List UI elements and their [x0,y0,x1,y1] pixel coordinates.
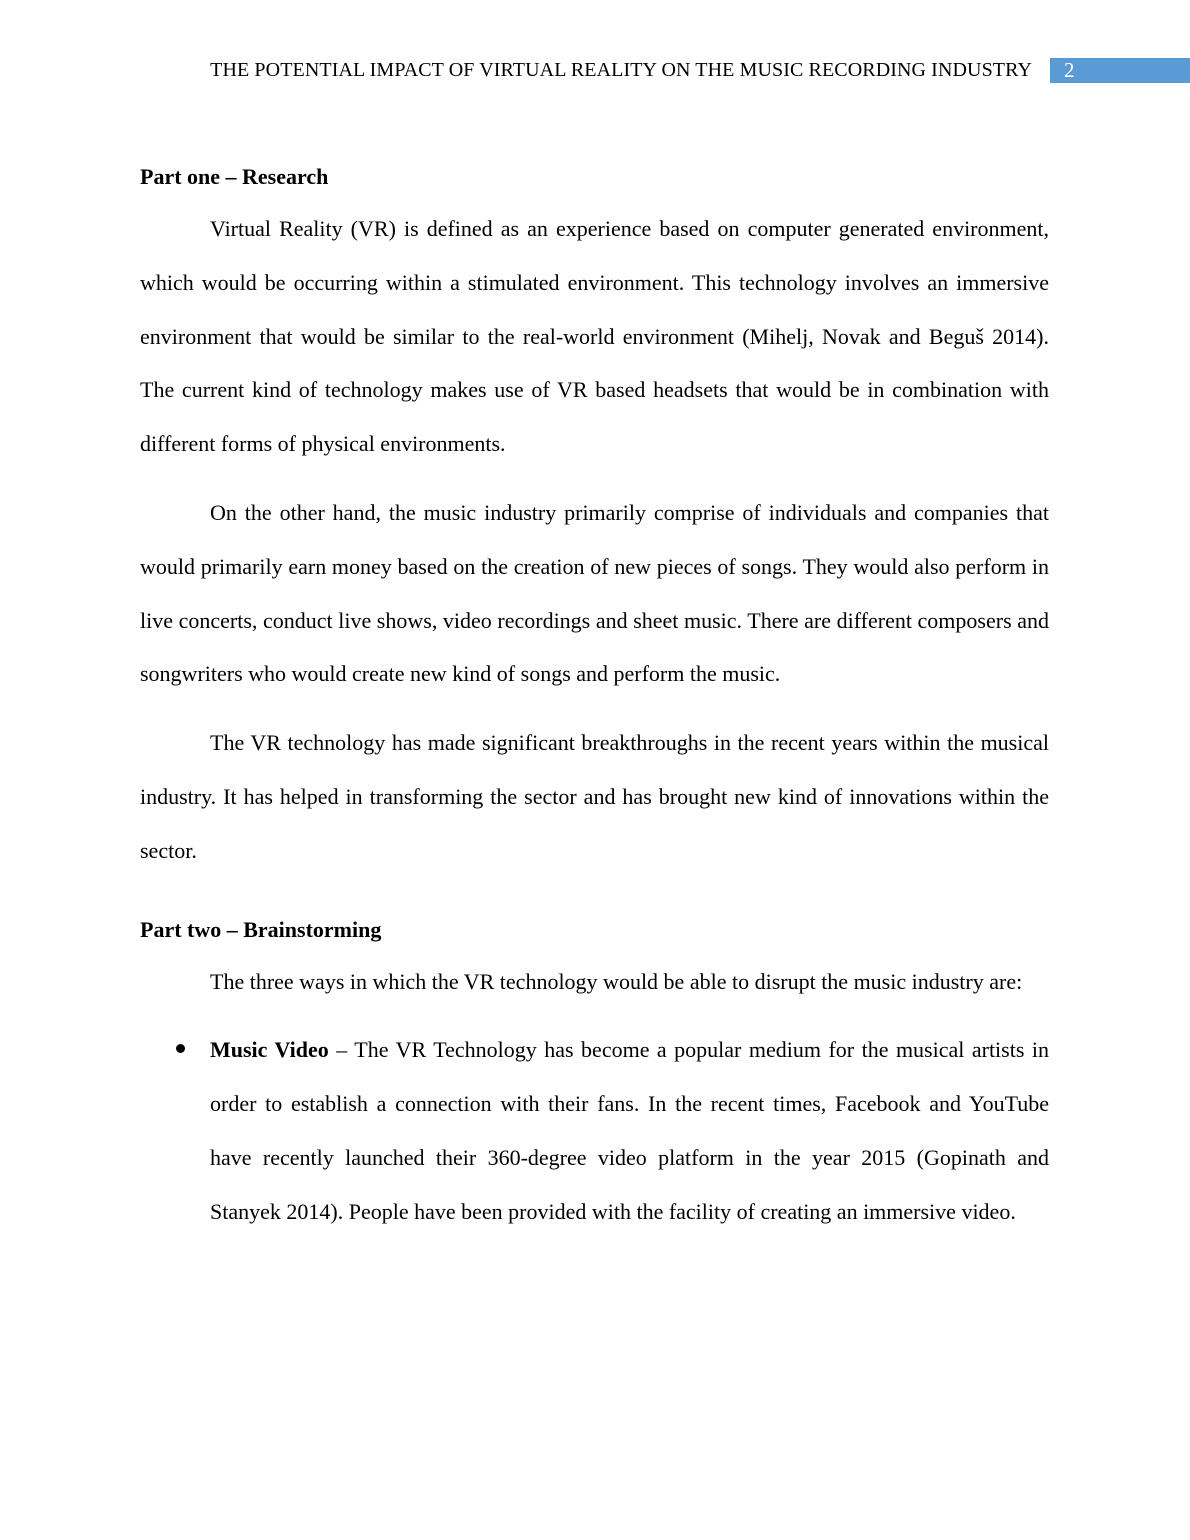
paragraph-vr-breakthroughs: The VR technology has made significant breakthroughs in the recent years within the musical industry. It has helped in transforming the sector and has brought new kind of innovations within the sector. [140,730,1049,863]
page-number-box [1050,58,1190,83]
bullet-icon [176,1044,185,1053]
bullet-term: Music Video [210,1037,329,1063]
document-body [140,162,1049,1239]
bullet-text: – The VR Technology has become a popular medium for the musical artists in order to establish a connection with their fans. In the recent times, Facebook and YouTube have recently launched their 360-degree video platform in the year 2015 (Gopinath and Stanyek 2014). People have been provided with the facility of creating an immersive video. [210,1037,1049,1224]
list-item [140,1023,1049,1238]
paragraph-vr-definition: Virtual Reality (VR) is defined as an experience based on computer generated environment, which would be occurring within a stimulated environment. This technology involves an immersive environment that would be similar to the real-world environment (Mihelj, Novak and Beguš 2014). The current kind of technology makes use of VR based headsets that would be in combination with different forms of physical environments. [140,216,1049,457]
section-heading-research: Part one – Research [140,164,329,189]
running-header [0,57,1190,85]
page-number: 2 [1064,58,1075,82]
paragraph-three-ways-intro: The three ways in which the VR technology would be able to disrupt the music industry are: [210,968,1023,994]
disruption-list [140,1023,1049,1238]
running-head-title: THE POTENTIAL IMPACT OF VIRTUAL REALITY ON THE MUSIC RECORDING INDUSTRY [210,59,1032,81]
section-heading-brainstorming: Part two – Brainstorming [140,916,382,942]
paragraph-music-industry: On the other hand, the music industry primarily comprise of individuals and companies that would primarily earn money based on the creation of new pieces of songs. They would also perform in live concerts, conduct live shows, video recordings and sheet music. There are different composers and songwriters who would create new kind of songs and perform the music. [140,499,1049,687]
